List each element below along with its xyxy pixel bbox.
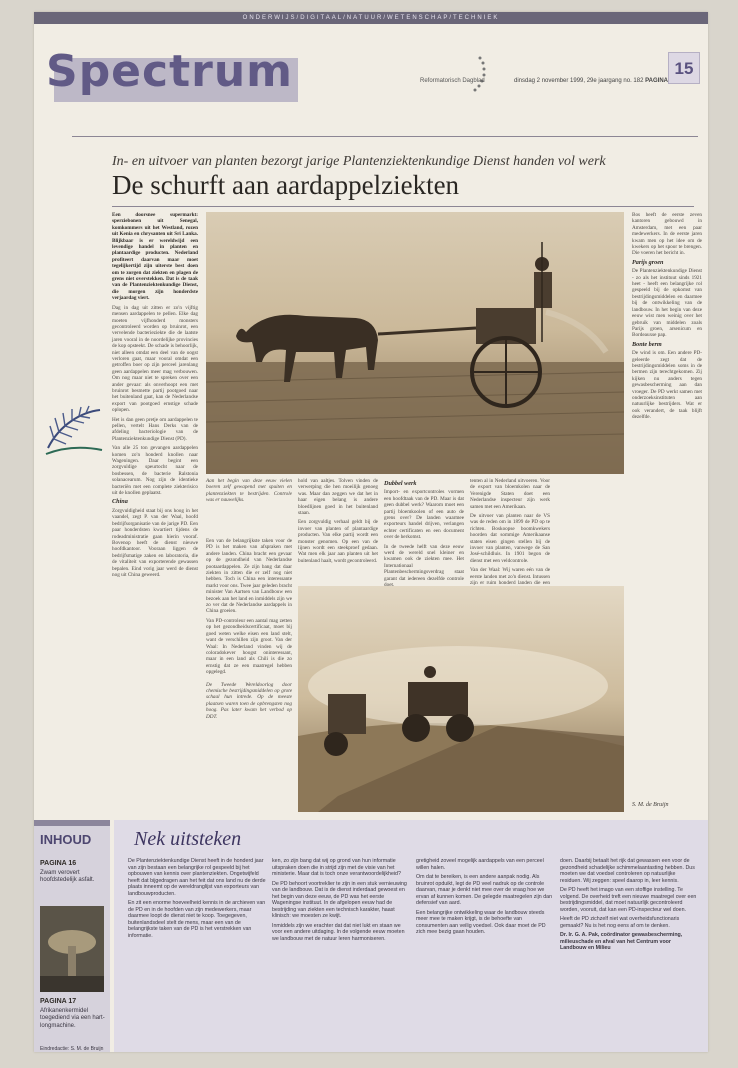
photo-caption-1 [206,478,292,538]
article-paragraph: Import- en exportcontroles vormen een hoofdtaak van de PD. Maar is dat geen dubbel werk? Waarom moet een partij bloemkoolen of een auto de grens over? De landen waarmee exporteurs handel drijven, verlangen echter certificaten en een document over de herkomst. [384,489,464,541]
article-paragraph: Van der Waal: Wij waren eén van de eerste landen met zo'n dienst. Intussen zijn er ruim honderd landen die een [470,567,550,587]
article-paragraph: Van PD-controleur een aantal mag zetten op het gezondheidscertificaat, moet bij goed weten welke eisen een land stelt, want de verschillen zijn groot. Van der Waal: In Nederland vinden wij de coloradokever hoogst oninteressant, maar in een land als Chili is die zo ernstig dat ze een maatregel hebben opgelegd. [206,617,292,676]
opinion-column-4 [560,858,698,1044]
opinion-title: Nek uitsteken [134,828,242,850]
inhoud-credit: Eindredactie: S. M. de Bruijn [40,1046,104,1052]
subheading-parijs-groen: Parijs groen [632,258,664,266]
opinion-paragraph: De PD behoort voortreklier te zijn in een stuk vernieuwing van de landbouw. Dat is de dienst inderdaad gewoest en het begin van deze eeuw, de PD was het eerste Wageningse instituut. In de afgelopen eeuw had de bestrijding van ziekten een technisch karakter, haast klinisch: we moesten ze kwijt. [272,880,407,919]
opinion-column-3 [416,858,554,1044]
publication-name: Reformatorisch Dagblad [420,78,485,84]
article-paragraph: Bos heeft de eerste zeven kantoren gebouwd in Amsterdam, met een paar medewerkers. In de eerste jaren kwam men op het idee om de kwekers op het spoor te brengen. Die voeren het bericht in. [632,212,702,257]
photo-horse-sprayer-image [206,212,624,474]
opinion-column-2 [272,858,410,1044]
inhoud-page-17-label: PAGINA 17 [40,998,77,1005]
article-column-3 [298,478,378,578]
opinion-paragraph: ken, zo zijn bang dat wij op grond van hun informatie uitspraken doen die in strijd zijn met de visie van het ministerie. Maar dat is toch onze verantwoordelijkheid? [272,858,401,877]
article-paragraph: Van alle 25 ton gevangen aardappelen komen zo'n honderd knollen naar Wageningen. Daar begint een zorgvuldige speurtocht naar de bosbessen, de bacterie Ralstonia solanacearum. Nog zijn de identieke bacteriën met een complete ziekterisico uit de knollen geplaatst. [112,445,198,497]
issue-date: dinsdag 2 november 1999, 29e jaargang no. 182 [514,78,644,84]
article-paragraph: tenten al in Nederland uitvoeren. Voor de export van bloemkolen naar de Verenigde Staten doet een Nederlandse inspecteur zijn werk samen met een Amerikaan. [470,478,550,510]
article-paragraph: Zorgvuldigheid staat bij ons hoog in het vaandel, zegt P. van der Waal, hoofd bedrijfsorganisatie van de jarige PD. Een paar honderdsten kwartiert tijdens de rodeadministratie gaan hierin vooraf. Bovenop heeft de dienst nieuwe hoofdkantoor. Vooraan liggen de bedrijfsmatige zaken en laboratoria, die de vitaliteit van exporterende gewassen bepalen. Eind vorig jaar werd de dienst nog uit China geweerd. [112,507,198,578]
decorative-dots-icon [466,54,486,94]
subheading-dubbel-werk: Dubbel werk [384,480,417,487]
section-topbar: ONDERWIJS/DIGITAAL/NATUUR/WETENSCHAP/TECHNIEK [34,12,708,24]
article-paragraph: De uitvoer van planten naar de VS was de reden om in 1899 de PD op te richten. Boskoopse boomkwekers hoorden dat sommige Amerikaanse staten eisen gingen stellen bij de invoer van planten, vanwege de San José-schildluis. In 1901 begon de dienst met een veldcontrole. [470,513,550,564]
opinion-paragraph: Een belangrijke ontwikkeling waar de landbouw steeds meer mee te maken krijgt, is de behoefte van consumenten aan veilig voedsel. Ook daar moet de PD zich mee bezig gaan houden. [416,909,546,935]
inhoud-page-16-label: PAGINA 16 [40,860,77,867]
opinion-box [114,820,708,1052]
opinion-paragraph: Om dat te bereiken, is een andere aanpak nodig. Als bruinrot opduikt, legt de PD veel nadruk op de controle daarvan, maar je denkt niet mee over de vraag hoe we ervan af kunnen komen. De gelegde maatregelen zijn dan defensief van aard. [416,874,553,906]
article-paragraph: Een van de belangrijkste taken voor de PD is het maken van afspraken met andere landen. China bracht een gevaar op de gezondheid van Nederlandse pootaardappelen. Ze zijn bang dat daar ziekten in zitten die er zelf nog niet hebben. Toch is China een interessante markt voor ons. Twee jaar geleden bracht minister Van Aartsen van Landbouw een bezoek aan het land en inmiddels zijn we zo ver dat de Nederlandse aardappels in China groeien. [206,538,292,615]
inhoud-title: INHOUD [40,832,92,847]
masthead [34,26,708,126]
article-paragraph: In de tweede helft van deze eeuw werd de wereld snel kleiner en kwamen ook de ziekten mee. Het Internationaal Plantenbeschermingsverdrag staat garant dat iedereen dezelfde controle [384,543,464,582]
article-paragraph: hold van aaltjes. Tolven vinden de verwerping die hen moeilijk genoeg was. Maar dan zeggen we dat het in haar eigen belang is andere bloedlijnen goed in het buitenland staan. [298,478,378,517]
historic-photo-tractor [298,586,624,812]
article-paragraph: De wind is om. Een andere PD-geleerde zegt dat de bestrijdingsmiddelen soms in de bermen zijn terechtgekomen. Zij kijken nu anders tegen gewasbescherming aan dan vroeger. De PD werkt samen met onderzoeksinstituten aan natuurlijke bestrijders. Wat er ook verandert, de taak blijft dezelfde. [632,350,702,421]
article-column-5 [470,478,550,587]
section-logo [46,46,304,110]
subheading-china: China [112,498,128,506]
article-column-6 [632,212,702,798]
article-headline: De schurft aan aardappelziekten [112,170,460,200]
subheading-bonte-berm: Bonte berm [632,340,662,348]
photo-tractor-image [298,586,624,812]
opinion-paragraph: doen. Daarbij betaalt het rijk dat gewassen een voor de gezondheid schadelijke schimmelaantasting hebben. Dus moeten we dat voedsel controleren op natuurlijke residuen. Wij zeggen: speel daarop in, leer kennis. [560,858,695,884]
opinion-paragraph: Heeft de PD zichzelf niet wat overheidsfunctionaris gemaakt? Nu is het nog eens af om te denken. [560,916,680,929]
masthead-divider [72,136,698,137]
opinion-signature: Dr. Ir. G. A. Pak, coördinator gewasbescherming, milieuschade en afval van het Centrum voor Landbouw en Milieu [560,932,683,951]
opinion-paragraph: De Plantenziektenkundige Dienst heeft in de honderd jaar van zijn bestaan een belangrijke rol gespeeld bij het opbouwen van kennis over plantenziekten. Ongetwijfeld heeft dat bijgedragen aan het feit dat ons land nu de derde plaats inneemt op de wereldranglijst van exporteurs van landbouwproducten. [128,858,266,897]
section-title: Spectrum [46,46,294,97]
headline-divider [112,206,694,207]
opinion-paragraph: En zit een enorme hoeveelheid kennis in de archieven van de PD en in de hoofden van zijn medewerkers, maar daarmee loopt de dienst niet te koop. Toegegeven, buitenlandsdeel stelt de mens, maar een van de belangrijkste taken van de PD is het verstrekken van informatie. [128,900,266,939]
page-number: 15 [668,52,700,84]
historic-photo-horse-sprayer [206,212,624,474]
opinion-paragraph: De PD heeft het imago van een stoffige instelling. Te volgend. De overheid treft een nieuwe maatregel over een bestrijdingsmiddel, dat moet natuurlijk gecontroleerd worden, vooruit, dat kan een PD-inspecteur wel doen. [560,887,697,913]
inhoud-sidebar [34,820,110,1052]
caption-text: Aan het begin van deze eeuw vielen boeren zelf gewapend met spuiten en plantenziekten te bestrijden. Controle was er nauwelijks. [206,478,292,504]
dateline [514,78,668,84]
article-paragraph: Dag in dag uit zitten er zo'n vijftig mensen aardappelen te pellen. Elke dag moeten vijfhonderd monsters gecontroleerd worden op bruinrot, een vervelende bacterieziekte die de laatste jaren vooral in de noordelijke provincies de kop opsteekt. De schade is behoorlijk, niet alleen omdat een deel van de oogst verloren gaat, maar vooral omdat een getroffen boer op zijn perceel jarenlang geen aardappelen meer mag verbouwen. Om nog maar niet te spreken over een ander gevaar: als onverhoopt een met bruinrot besmette partij pootgoed naar het buitenland gaat, kan de Nederlandse export van pootgoed ernstige schade oplopen. [112,304,198,414]
opinion-paragraph: gretigheid zoveel mogelijk aardappels van een perceel willen halen. [416,858,544,871]
page-label: PAGINA [645,78,668,84]
article-column-2 [206,538,292,812]
mushroom-photo-icon [40,906,104,992]
article-author: S. M. de Bruijn [632,802,669,808]
article-paragraph: Een zorgvuldig verhaal geldt bij de invoer van planten of plantaardige producten. Van elke partij wordt een monster genomen. Op een van de lijnen wordt een steekproef gedaan. Wat men elk jaar aan planten uit het buitenland haalt, wordt gecontroleerd. [298,519,378,564]
photo-caption-2: De Tweede Wereldoorlog door chemische bestrijdingsmiddelen op grote schaal hun intrede. Op de meeste plaatsen waren toen de opbrengsten nog hoog. Pas later kwam het verbod op DDT. [206,681,292,720]
article-column-4 [384,478,464,582]
article-lead: Een doorsnee supermarkt: sperziebonen uit Senegal, komkommers uit het Westland, rozen uit Kenia en chrysanten uit Sri Lanka. Blijkbaar is er wereldwijd een levendige handel in planten en plantaardige producten. Nederland profiteert daarvan maar moet tegelijkertijd zijn uiterste best doen om te zorgen dat ziekten en plagen de grens niet overstekken. Dat is de taak van de Plantenziektenkundige Dienst, die morgen zijn honderdste verjaardag viert. [112,212,198,302]
inhoud-page-17-text[interactable]: Afrikanenkermidel toegediend via een hart-longmachine. [40,1008,105,1029]
opinion-paragraph: Inmiddels zijn we erachter dat dat niet lukt en staan we voor een andere uitdaging. In de volgende eeuw moeten we landbouw met de natuur leren harmoniseren. [272,922,405,942]
inhoud-page-16-text[interactable]: Zwam verovert hoofdstedelijk asfalt. [40,870,95,884]
article-quote: Het is dan geen pretje om aardappelen te pellen, vertelt Hans Derks van de afdeling bacteriologie van de Plantenziektenkundige Dienst (PD). [112,416,198,442]
fern-logo-icon [42,404,106,458]
article-kicker: In- en uitvoer van planten bezorgt jarige Plantenziektenkundige Dienst handen vol werk [112,154,606,169]
opinion-column-1 [128,858,266,1044]
newspaper-page [34,12,708,1052]
article-column-1 [112,212,198,812]
article-paragraph: De Plantenziektenkundige Dienst - zo als het instituut sinds 1921 heet - heeft een belangrijke rol gespeeld bij de opkomst van bestrijdingsmiddelen en daarmee bij de ontwikkeling van de landbouw. In het begin van deze eeuw wist men weinig over het gebruik van middelen zoals Parijs groen, arsenicum en Bordeauxse pap. [632,268,702,339]
